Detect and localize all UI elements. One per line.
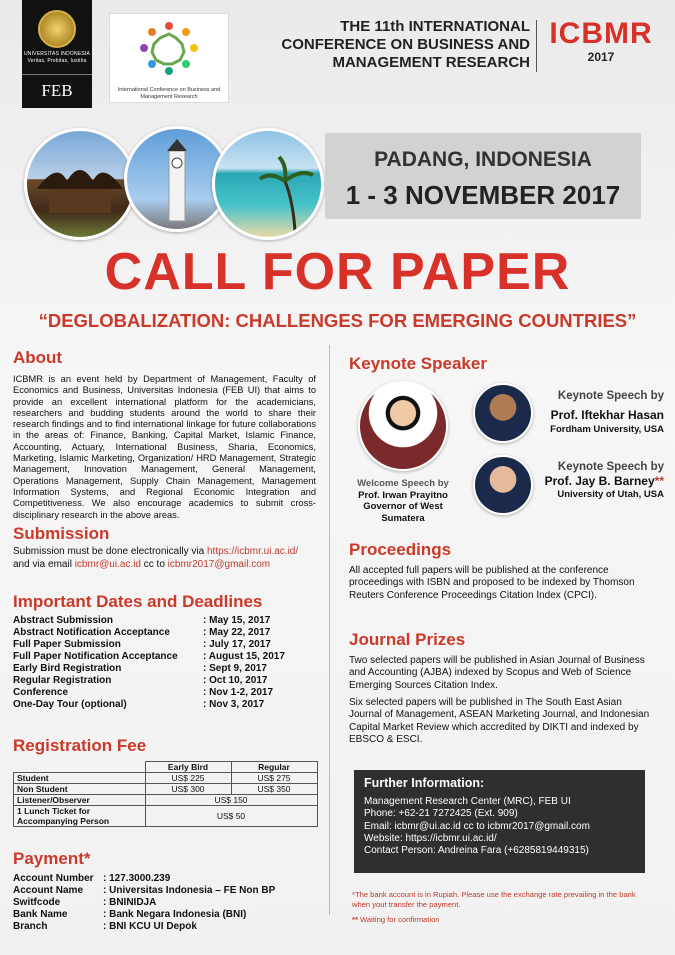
deadline-value: : July 17, 2017 xyxy=(203,639,271,650)
deadline-label: Full Paper Submission xyxy=(13,639,121,650)
deadline-value: : Sept 9, 2017 xyxy=(203,663,267,674)
university-name: UNIVERSITAS INDONESIA xyxy=(23,51,91,57)
event-dates: 1 - 3 NOVEMBER 2017 xyxy=(345,180,621,210)
deadline-value: : Nov 1-2, 2017 xyxy=(203,687,274,698)
palm-tree-icon xyxy=(215,131,321,237)
payment-heading: Payment* xyxy=(13,849,91,868)
submission-heading: Submission xyxy=(13,524,110,543)
table-row xyxy=(14,773,318,784)
table-row xyxy=(14,762,318,773)
deadline-value: : Nov 3, 2017 xyxy=(203,699,265,710)
column-divider xyxy=(329,345,330,915)
submission-line2: and via email xyxy=(13,558,75,570)
payment-value: : BNINIDJA xyxy=(103,897,157,908)
table-row xyxy=(13,921,275,933)
keynote-2-name-line xyxy=(531,474,664,488)
conference-logo-caption: International Conference on Business and Management Research xyxy=(117,87,221,100)
brand-name: ICBMR xyxy=(549,17,653,50)
fee-table xyxy=(13,761,318,827)
confirmation-note xyxy=(352,915,652,925)
faculty-label: FEB xyxy=(22,74,92,101)
payment-label: Bank Name xyxy=(13,909,68,920)
prizes-text-2: Six selected papers will be published in The South East Asian Journal of Management, ASEAN Marketing Journal, and Indonesian Capital Market Review which accredited by DIKTI and indexed by EBSCO & ESCI. xyxy=(349,697,650,746)
table-row xyxy=(13,909,275,921)
table-row xyxy=(13,663,285,675)
submission-url-link[interactable]: https://icbmr.ui.ac.id/ xyxy=(206,546,299,557)
payment-label: Account Name xyxy=(13,885,84,896)
deadline-label: One-Day Tour (optional) xyxy=(13,699,127,710)
table-row xyxy=(13,615,285,627)
deadline-label: Abstract Submission xyxy=(13,615,114,626)
keynote-2-block xyxy=(531,461,664,500)
payment-table xyxy=(13,873,275,933)
about-heading: About xyxy=(13,348,63,367)
about-text: ICBMR is an event held by Department of Management, Faculty of Economics and Business, Universitas Indonesia (FEB UI) that aims to provide an excellent international platform for the academicians, researchers and budding students around the world to share their research findings and to find international linkage for future collaborations in the areas of: Finance, Banking, Capital Market, Islamic Finance, Accounting, Actuary, International Business, Sharia, Economics, Marketing, Islamic Marketing, Organization/ HRD Management, Strategic Management, Innovation Management, General Management, Operations Management, Supply Chain Management, Management Information Systems, and Regional Economic Integration and Competitiveness. We also encourage academics to submit cross-disciplinary research in the above areas. xyxy=(13,374,316,520)
keynote-1-block xyxy=(531,390,664,435)
table-row xyxy=(14,806,318,827)
avatar-keynote-2 xyxy=(473,455,533,515)
further-info-box xyxy=(354,770,645,873)
fee-value: US$ 150 xyxy=(145,795,317,806)
event-location: PADANG, INDONESIA xyxy=(374,148,592,171)
payment-value: : Bank Negara Indonesia (BNI) xyxy=(103,909,247,920)
table-row xyxy=(13,675,285,687)
keynote-1-affiliation: Fordham University, USA xyxy=(550,424,664,435)
keynote-1-role: Keynote Speech by xyxy=(557,390,664,402)
deadline-value: : Oct 10, 2017 xyxy=(203,675,268,686)
confirmation-mark: ** xyxy=(352,915,358,924)
table-row xyxy=(13,873,275,885)
avatar-keynote-1 xyxy=(473,383,533,443)
payment-label: Account Number xyxy=(13,873,94,884)
fee-heading: Registration Fee xyxy=(13,736,147,755)
payment-value: : 127.3000.239 xyxy=(103,873,171,884)
brand-year: 2017 xyxy=(587,50,615,64)
deadlines-heading: Important Dates and Deadlines xyxy=(13,592,263,611)
keynote-2-affiliation: University of Utah, USA xyxy=(557,489,664,500)
table-row xyxy=(13,639,285,651)
further-contact: Contact Person: Andreina Fara (+6285819449315) xyxy=(364,845,589,857)
fee-value: US$ 50 xyxy=(145,806,317,827)
table-row xyxy=(13,885,275,897)
further-line: Management Research Center (MRC), FEB UI xyxy=(364,796,571,807)
welcome-speaker-block xyxy=(343,478,463,524)
welcome-title: Governor of West Sumatera xyxy=(363,501,443,524)
further-email[interactable]: Email: icbmr@ui.ac.id cc to icbmr2017@gmail.com xyxy=(364,820,590,832)
confirmation-text: Waiting for confirmation xyxy=(357,915,440,924)
submission-line1: Submission must be done electronically via xyxy=(13,546,207,557)
proceedings-text: All accepted full papers will be published at the conference proceedings with ISBN and proposed to be indexed by Thomson Reuters Conference Proceedings Citation Index (CPCI). xyxy=(349,565,635,601)
proceedings-heading: Proceedings xyxy=(349,540,452,559)
table-row xyxy=(13,699,285,711)
avatar-welcome-speaker xyxy=(358,381,448,471)
submission-email2-link[interactable]: icbmr2017@gmail.com xyxy=(167,558,271,570)
payment-label: Switfcode xyxy=(13,897,61,908)
fee-col-early: Early Bird xyxy=(145,762,231,773)
submission-email-link[interactable]: icbmr@ui.ac.id xyxy=(74,558,141,570)
fee-value: US$ 275 xyxy=(231,773,317,784)
prizes-text-1: Two selected papers will be published in Asian Journal of Business and Accounting (AJBA) indexed by Scopus and Web of Science Emerging Sources Citation Index. xyxy=(349,655,645,691)
table-row xyxy=(14,784,318,795)
payment-value: : BNI KCU UI Depok xyxy=(103,921,197,932)
conference-title-line: THE 11th INTERNATIONAL xyxy=(340,18,530,35)
fee-value: US$ 350 xyxy=(231,784,317,795)
deadline-value: : August 15, 2017 xyxy=(203,651,285,662)
university-logo xyxy=(22,0,92,108)
fee-row-label: Listener/Observer xyxy=(14,795,146,806)
deadlines-table xyxy=(13,615,285,711)
deadline-label: Early Bird Registration xyxy=(13,663,122,674)
deadline-label: Full Paper Notification Acceptance xyxy=(13,651,178,662)
submission-cc: cc to xyxy=(140,558,168,570)
payment-label: Branch xyxy=(13,921,48,932)
welcome-name: Prof. Irwan Prayitno xyxy=(358,489,448,501)
prizes-heading: Journal Prizes xyxy=(349,630,466,649)
conference-title-line: MANAGEMENT RESEARCH xyxy=(332,54,530,71)
conference-title xyxy=(250,18,530,72)
rumah-gadang-icon xyxy=(27,131,133,237)
fee-col-regular: Regular xyxy=(231,762,317,773)
table-row xyxy=(14,795,318,806)
photo-beach xyxy=(212,128,324,240)
further-heading: Further Information: xyxy=(364,776,485,790)
deadline-label: Conference xyxy=(13,687,69,698)
payment-value: : Universitas Indonesia – FE Non BP xyxy=(103,885,276,896)
photo-traditional-house xyxy=(24,128,136,240)
table-row xyxy=(13,627,285,639)
conference-brand xyxy=(546,18,656,64)
keynote-2-role: Keynote Speech by xyxy=(557,461,664,473)
deadline-label: Abstract Notification Acceptance xyxy=(13,627,170,638)
welcome-role: Welcome Speech by xyxy=(357,478,449,489)
table-row xyxy=(13,687,285,699)
fee-row-label: Non Student xyxy=(14,784,146,795)
conference-title-line: CONFERENCE ON BUSINESS AND xyxy=(281,36,530,53)
fee-row-label: Student xyxy=(14,773,146,784)
deadline-label: Regular Registration xyxy=(13,675,112,686)
further-website[interactable]: Website: https://icbmr.ui.ac.id/ xyxy=(364,832,497,844)
fee-row-label: 1 Lunch Ticket for Accompanying Person xyxy=(14,806,146,827)
keynote-2-name: Prof. Jay B. Barney xyxy=(544,474,655,488)
table-row xyxy=(13,651,285,663)
deadline-value: : May 15, 2017 xyxy=(203,615,271,626)
bank-note: *The bank account is in Rupiah. Please use the exchange rate prevailing in the bank when yout transfer the payment. xyxy=(352,890,636,909)
further-line: Phone: +62-21 7272425 (Ext. 909) xyxy=(364,808,518,820)
university-seal-icon xyxy=(38,10,76,48)
table-row xyxy=(13,897,275,909)
keynote-2-mark: ** xyxy=(654,474,664,488)
keynote-heading: Keynote Speaker xyxy=(349,354,487,373)
deadline-value: : May 22, 2017 xyxy=(203,627,271,638)
call-title: CALL FOR PAPER xyxy=(104,243,571,301)
header-divider xyxy=(536,20,537,72)
fee-value: US$ 300 xyxy=(145,784,231,795)
conference-logo xyxy=(109,13,229,103)
people-circle-icon xyxy=(134,20,204,78)
keynote-1-name: Prof. Iftekhar Hasan xyxy=(550,408,664,422)
submission-text xyxy=(13,546,323,571)
call-theme: “DEGLOBALIZATION: CHALLENGES FOR EMERGING COUNTRIES” xyxy=(38,310,637,331)
fee-value: US$ 225 xyxy=(145,773,231,784)
university-motto: Veritas, Probitas, Iustitia xyxy=(27,58,87,64)
